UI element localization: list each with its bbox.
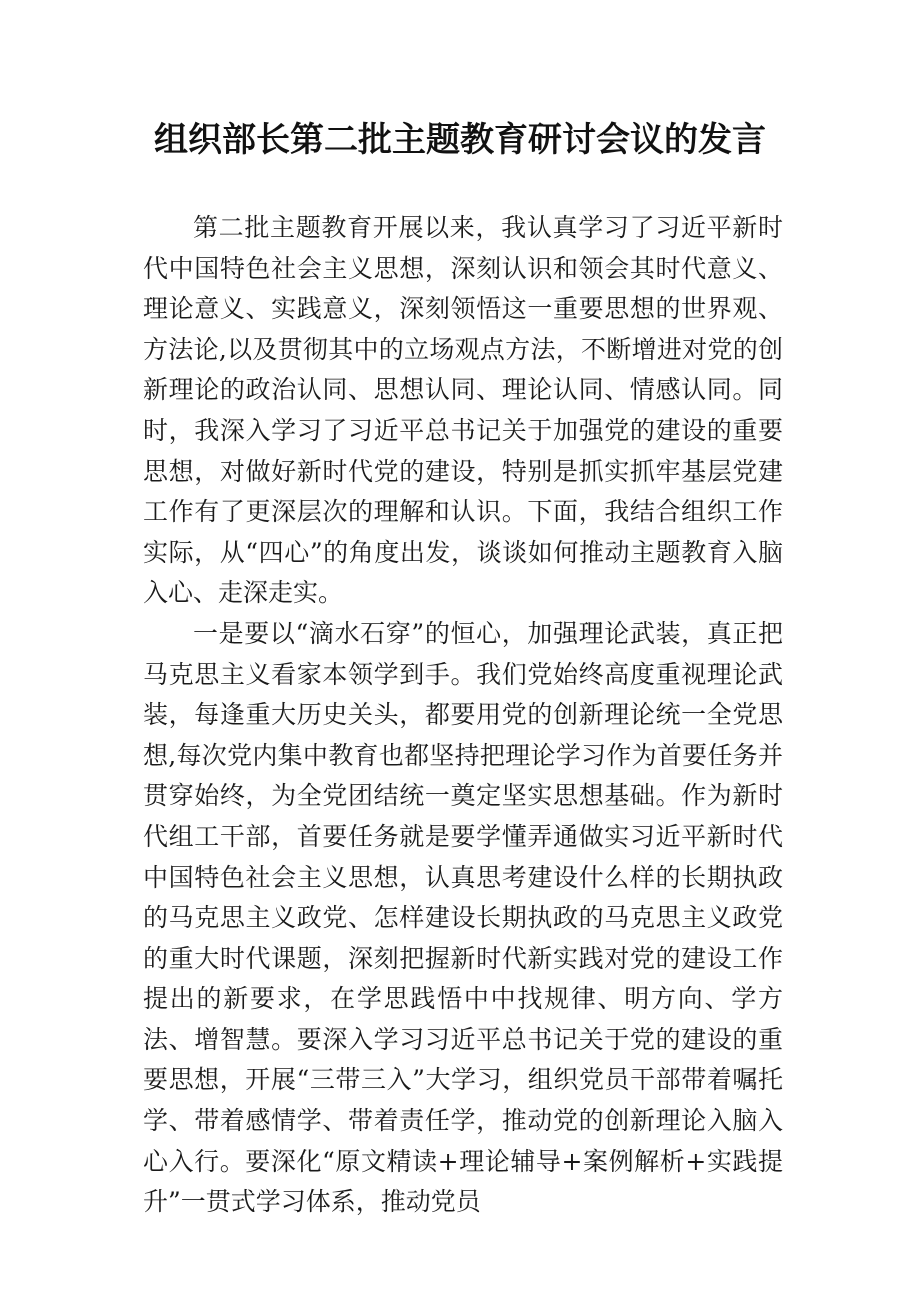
- paragraph-point-one: 一是要以“滴水石穿”的恒心，加强理论武装，真正把马克思主义看家本领学到手。我们党始终高度重视理论武装，每逢重大历史关头，都要用党的创新理论统一全党思想,每次党内集中教育也都坚持把理论学习作为首要任务并贯穿始终，为全党团结统一奠定坚实思想基础。作为新时代组工干部，首要任务就是要学懂弄通做实习近平新时代中国特色社会主义思想，认真思考建设什么样的长期执政的马克思主义政党、怎样建设长期执政的马克思主义政党的重大时代课题，深刻把握新时代新实践对党的建设工作提出的新要求，在学思践悟中中找规律、明方向、学方法、增智慧。要深入学习习近平总书记关于党的建设的重要思想，开展“三带三入”大学习，组织党员干部带着嘱托学、带着感情学、带着责任学，推动党的创新理论入脑入心入行。要深化“原文精读+理论辅导+案例解析+实践提升”一贯式学习体系，推动党员: [143, 618, 783, 1217]
- document-title: 组织部长第二批主题教育研讨会议的发言: [154, 120, 766, 160]
- paragraph-intro: 第二批主题教育开展以来，我认真学习了习近平新时代中国特色社会主义思想，深刻认识和领会其时代意义、理论意义、实践意义，深刻领悟这一重要思想的世界观、方法论,以及贯彻其中的立场观点方法，不断增进对党的创新理论的政治认同、思想认同、理论认同、情感认同。同时，我深入学习了习近平总书记关于加强党的建设的重要思想，对做好新时代党的建设，特别是抓实抓牢基层党建工作有了更深层次的理解和认识。下面，我结合组织工作实际，从“四心”的角度出发，谈谈如何推动主题教育入脑入心、走深走实。: [143, 213, 783, 608]
- document-body: [143, 208, 783, 1223]
